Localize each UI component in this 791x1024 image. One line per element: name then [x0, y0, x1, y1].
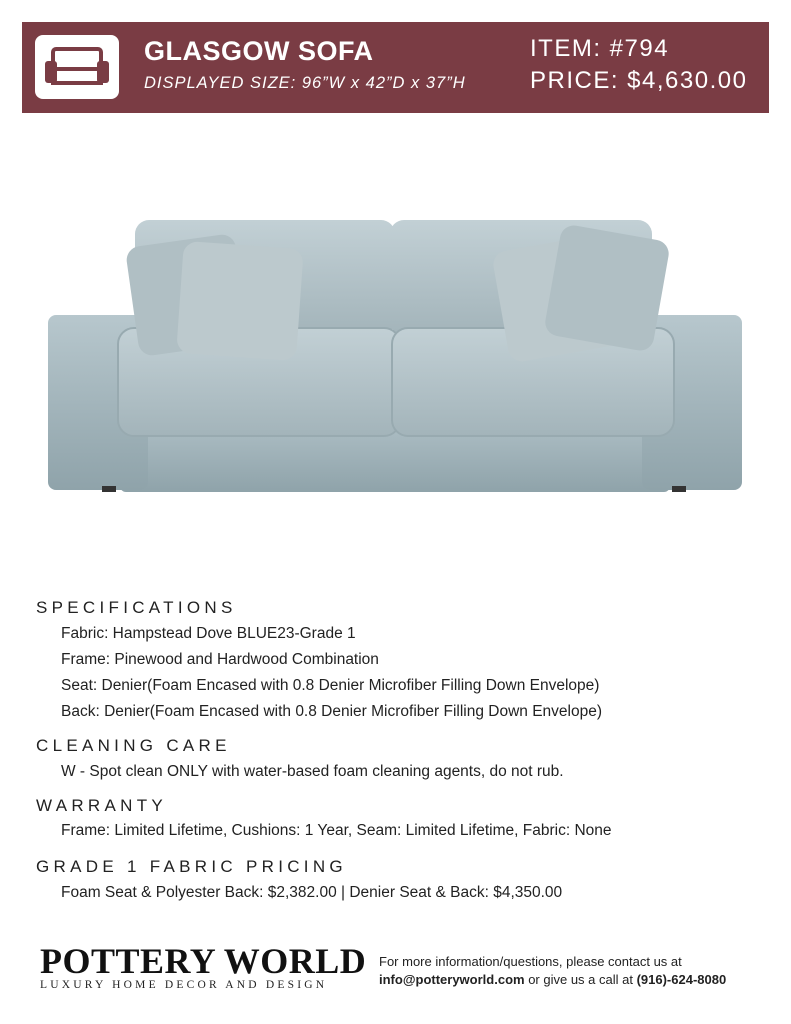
warranty-text: Frame: Limited Lifetime, Cushions: 1 Year, Seam: Limited Lifetime, Fabric: None	[61, 822, 612, 839]
cleaning-heading: CLEANING CARE	[36, 736, 231, 755]
spec-frame: Frame: Pinewood and Hardwood Combination	[61, 651, 379, 668]
brand-tagline: LUXURY HOME DECOR AND DESIGN	[40, 979, 328, 991]
sofa-icon	[43, 47, 111, 87]
email-link[interactable]: info@potteryworld.com	[379, 972, 525, 987]
brand-logo: POTTERY WORLD	[40, 941, 367, 981]
pricing-heading: GRADE 1 FABRIC PRICING	[36, 857, 347, 876]
spec-fabric: Fabric: Hampstead Dove BLUE23-Grade 1	[61, 625, 356, 642]
displayed-size: DISPLAYED SIZE: 96”W x 42”D x 37”H	[144, 74, 466, 92]
warranty-heading: WARRANTY	[36, 796, 168, 815]
product-title: GLASGOW SOFA	[144, 36, 374, 66]
item-number: ITEM: #794	[530, 35, 670, 62]
contact-mid: or give us a call at	[524, 972, 637, 987]
spec-back: Back: Denier(Foam Encased with 0.8 Denier Microfiber Filling Down Envelope)	[61, 703, 603, 720]
cleaning-text: W - Spot clean ONLY with water-based foam cleaning agents, do not rub.	[61, 763, 564, 780]
specifications-heading: SPECIFICATIONS	[36, 598, 237, 617]
header-banner	[22, 22, 769, 113]
sofa-photo	[40, 200, 750, 510]
contact-details	[379, 972, 726, 987]
pricing-text: Foam Seat & Polyester Back: $2,382.00 | Denier Seat & Back: $4,350.00	[61, 884, 563, 901]
contact-intro: For more information/questions, please contact us at	[379, 954, 682, 969]
spec-seat: Seat: Denier(Foam Encased with 0.8 Denier Microfiber Filling Down Envelope)	[61, 677, 600, 694]
product-price: PRICE: $4,630.00	[530, 67, 748, 94]
phone-number[interactable]: (916)-624-8080	[636, 972, 727, 987]
logo-box	[35, 35, 119, 99]
